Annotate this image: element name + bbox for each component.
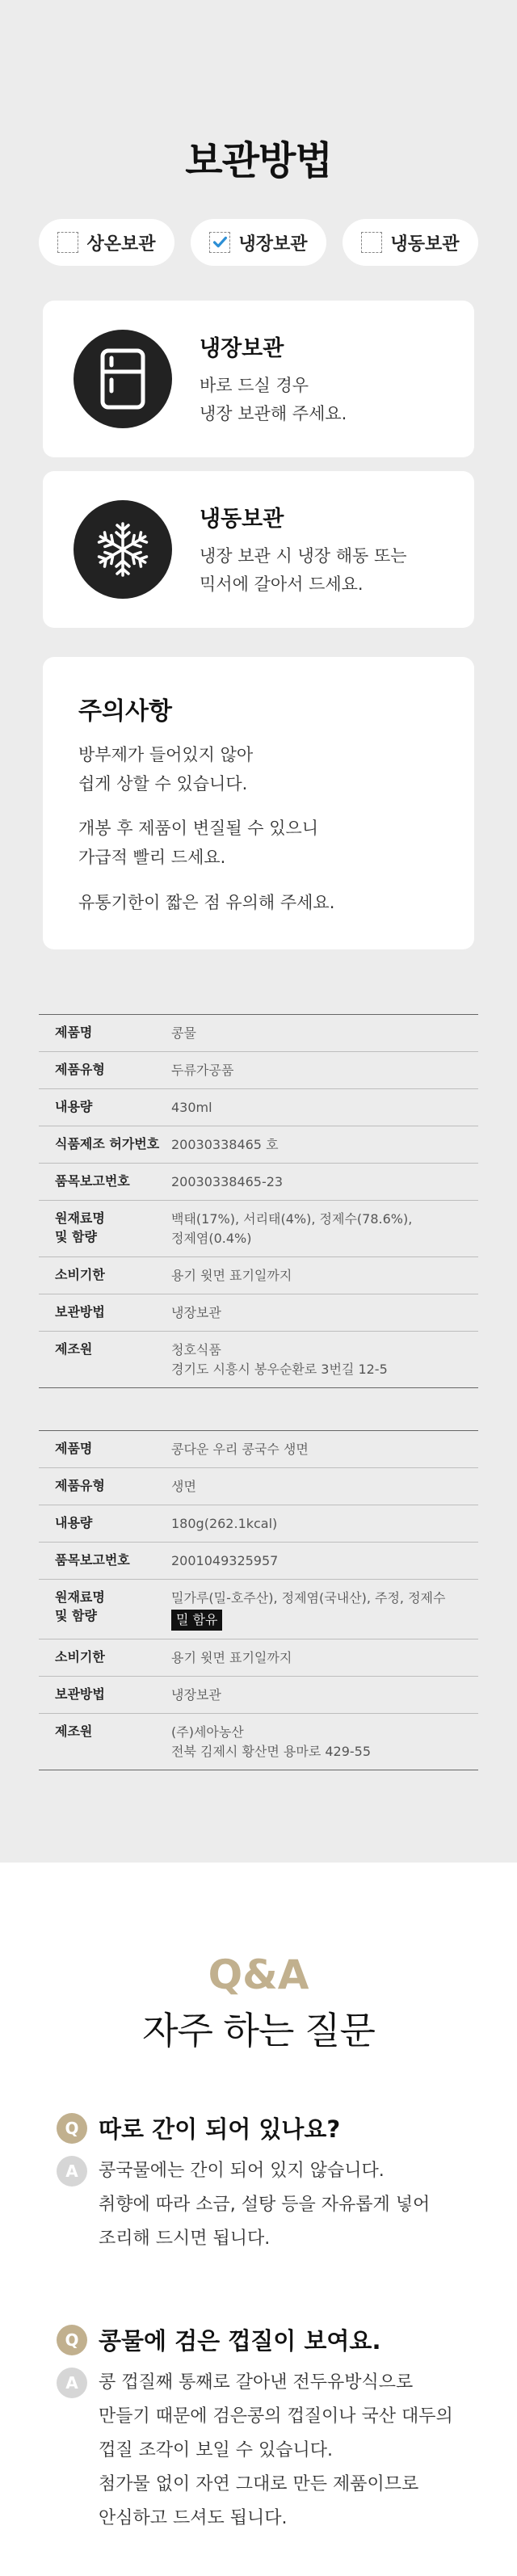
option-frozen [343,219,478,266]
table-row [39,1431,478,1468]
info-table [39,1014,478,1388]
row-value-text: 냉장보관 [171,1687,221,1703]
qna-item [0,2323,517,2535]
row-value [171,1201,412,1256]
notice-paragraph [78,814,439,872]
storage-options [0,219,517,266]
notice-line: 방부제가 들어있지 않아 [78,745,254,764]
fridge-card [43,301,474,457]
storage-title: 보관방법 [185,138,332,183]
table-row [39,1505,478,1543]
table-row [39,1015,478,1052]
row-value [171,1257,292,1294]
notice-card [43,657,474,949]
answer-line: 안심하고 드셔도 됩니다. [99,2507,288,2528]
row-value-text: 2001049325957 [171,1553,279,1569]
row-value-text: 430ml [171,1100,212,1116]
row-value-text: 용기 윗면 표기일까지 [171,1268,292,1284]
unchecked-box-icon [361,232,382,253]
table-row [39,1332,478,1387]
qna-header [0,1863,517,2055]
notice-line: 유통기한이 짧은 점 유의해 주세요. [78,892,335,912]
row-value [171,1294,221,1331]
row-value-text: 생면 [171,1479,196,1495]
table-row [39,1126,478,1164]
option-label: 냉동보관 [390,234,460,255]
table-row [39,1714,478,1770]
table-row [39,1164,478,1201]
fridge-description [200,372,347,427]
row-value [171,1332,388,1387]
qna-item [0,2111,517,2255]
option-room-temp [39,219,174,266]
row-label: 제조원 [55,1724,93,1740]
notice-title: 주의사항 [78,697,172,726]
row-value [171,1089,212,1126]
row-value-text: 청호식품 경기도 시흥시 봉우순환로 3번길 12-5 [171,1342,388,1378]
answer-line: 콩 껍질째 통째로 갈아낸 전두유방식으로 [99,2372,414,2393]
option-label: 냉장보관 [238,234,308,255]
allergen-badge: 밀 함유 [171,1610,222,1631]
row-value [171,1468,196,1505]
row-value-text: 두류가공품 [171,1063,234,1079]
info-table [39,1430,478,1770]
row-label: 제품명 [55,1441,93,1457]
option-label: 상온보관 [86,234,156,255]
row-label: 소비기한 [55,1649,105,1665]
table-row [39,1089,478,1126]
notice-line: 가급적 빨리 드세요. [78,848,226,868]
row-value-text: 20030338465 호 [171,1137,279,1153]
table-row [39,1294,478,1332]
snowflake-icon [74,500,172,599]
answer-text [99,2154,430,2255]
row-value-text: 180g(262.1kcal) [171,1516,278,1532]
freezer-line: 냉장 보관 시 냉장 해동 또는 [200,545,407,566]
row-label: 품목보고번호 [55,1552,130,1568]
product-info-table-2 [0,1430,517,1770]
notice-line: 개봉 후 제품이 변질될 수 있으니 [78,819,319,839]
fridge-line: 바로 드실 경우 [200,375,309,395]
fridge-title: 냉장보관 [200,335,284,361]
freezer-description [200,542,407,598]
table-row [39,1257,478,1294]
answer-line: 취향에 따라 소금, 설탕 등을 자유롭게 넣어 [99,2194,431,2215]
freezer-title: 냉동보관 [200,506,284,532]
answer-badge-icon: A [57,2156,87,2187]
row-value-text: (주)세아농산 전북 김제시 황산면 용마로 429-55 [171,1724,372,1760]
row-value [171,1505,277,1542]
storage-section [0,0,517,949]
question-badge-icon: Q [57,2325,87,2355]
row-value-text: 콩다운 우리 콩국수 생면 [171,1442,309,1458]
table-row [39,1543,478,1580]
row-value-text: 냉장보관 [171,1305,221,1321]
row-label: 품목보고번호 [55,1173,130,1189]
row-label: 제품명 [55,1025,93,1041]
table-row [39,1639,478,1677]
fridge-line: 냉장 보관해 주세요. [200,403,347,423]
product-info-table-1 [0,1014,517,1388]
row-value-text: 백태(17%), 서리태(4%), 정제수(78.6%), 정제염(0.4%) [171,1211,413,1247]
row-value-text: 20030338465-23 [171,1174,284,1190]
row-label: 제품유형 [55,1478,105,1494]
table-row [39,1201,478,1257]
row-value [171,1714,371,1770]
question-text: 콩물에 검은 껍질이 보여요. [99,2327,381,2355]
row-value [171,1052,233,1088]
row-label: 제조원 [55,1341,93,1357]
notice-paragraph [78,889,439,918]
answer-line: 껍질 조각이 보일 수 있습니다. [99,2439,333,2460]
table-row [39,1468,478,1505]
checked-box-icon [209,232,230,253]
answer-text [99,2366,453,2535]
table-row [39,1052,478,1089]
row-value [171,1639,292,1676]
answer-line: 조리해 드시면 됩니다. [99,2228,271,2249]
notice-line: 쉽게 상할 수 있습니다. [78,773,248,793]
qna-title-ko: 자주 하는 질문 [142,2009,375,2052]
qna-title-en: Q&A [208,1951,309,1998]
row-value [171,1543,278,1579]
unchecked-box-icon [57,232,78,253]
row-value [171,1580,445,1639]
row-label: 내용량 [55,1515,93,1531]
freezer-card [43,471,474,628]
row-label: 원재료명 및 함량 [55,1589,105,1623]
row-label: 보관방법 [55,1686,105,1703]
row-label: 원재료명 및 함량 [55,1210,105,1244]
row-label: 소비기한 [55,1267,105,1283]
answer-line: 첨가물 없이 자연 그대로 만든 제품이므로 [99,2473,419,2494]
answer-line: 만들기 때문에 검은콩의 껍질이나 국산 대두의 [99,2406,453,2427]
row-value [171,1164,283,1200]
refrigerator-icon [74,330,172,428]
row-value-text: 밀가루(밀-호주산), 정제염(국내산), 주정, 정제수 [171,1590,446,1606]
row-value [171,1126,279,1163]
row-label: 식품제조 허가번호 [55,1136,160,1152]
notice-paragraph [78,741,439,798]
row-label: 보관방법 [55,1304,105,1320]
row-label: 내용량 [55,1099,93,1115]
freezer-line: 믹서에 갈아서 드세요. [200,574,364,594]
row-value-text: 용기 윗면 표기일까지 [171,1650,292,1666]
answer-badge-icon: A [57,2368,87,2398]
answer-line: 콩국물에는 간이 되어 있지 않습니다. [99,2161,385,2181]
row-value [171,1015,196,1051]
row-value [171,1431,309,1467]
row-label: 제품유형 [55,1062,105,1078]
row-value [171,1677,221,1713]
question-badge-icon: Q [57,2113,87,2144]
table-row [39,1580,478,1639]
qna-section [0,1863,517,2576]
table-row [39,1677,478,1714]
question-text: 따로 간이 되어 있나요? [99,2115,341,2143]
row-value-text: 콩물 [171,1025,196,1042]
option-refrigerated [191,219,326,266]
